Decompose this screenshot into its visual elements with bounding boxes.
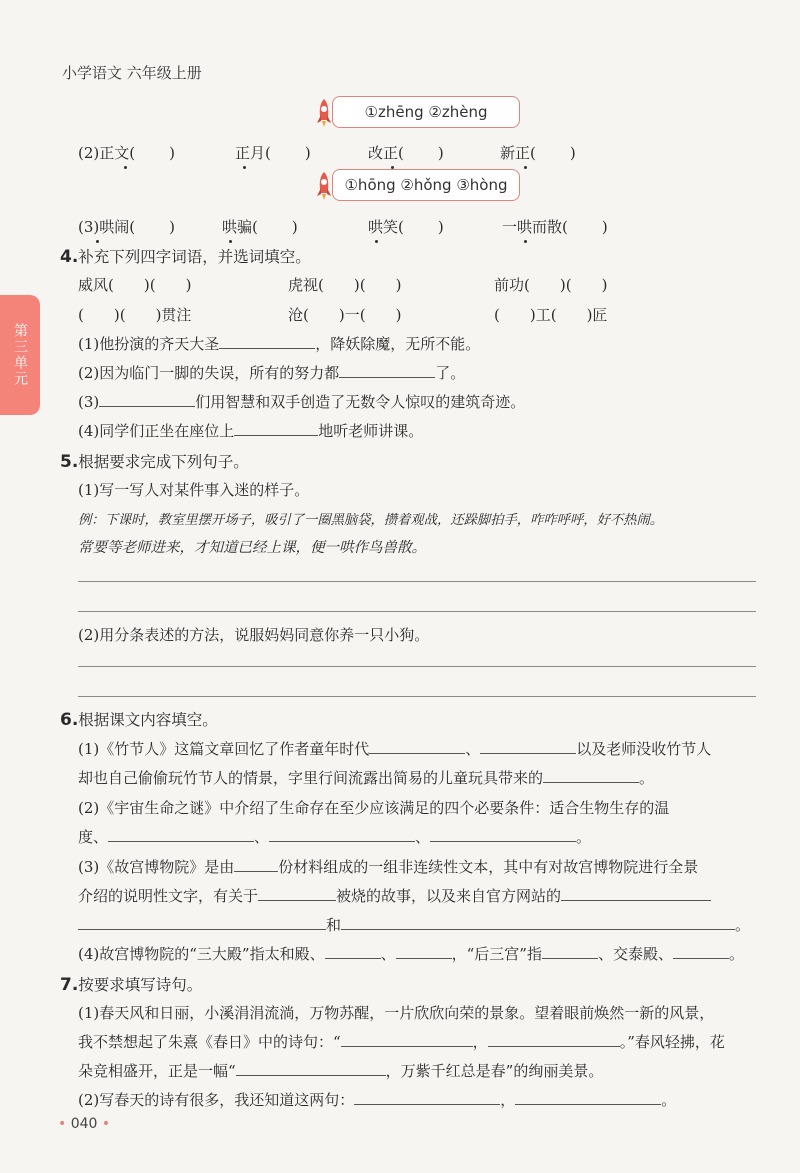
idiom-weifeng: 威风( )( ) [78, 276, 192, 294]
idiom-gongjiang: ( )工( )匠 [494, 306, 608, 324]
page-header: 小学语文 六年级上册 [62, 64, 202, 82]
emphasis-dot [524, 166, 527, 169]
pinyin-options-a: ①zhēng ②zhèng [332, 96, 520, 128]
answer-blank[interactable] [341, 915, 735, 930]
answer-blank[interactable] [234, 421, 318, 436]
q3-row2 [78, 142, 175, 163]
q6-item-3-line-1: (3)《故宫博物院》是由 份材料组成的一组非连续性文本，其中有对故宫博物院进行全景 [78, 858, 699, 876]
page-number: • 040 • [58, 1116, 111, 1132]
answer-blank[interactable] [258, 886, 336, 901]
q7-item-1-line-2: 我不禁想起了朱熹《春日》中的诗句：“ ， 。”春风轻拂，花 [78, 1033, 725, 1051]
idiom-qiangong: 前功( )( ) [494, 276, 608, 294]
answer-blank[interactable] [488, 1032, 620, 1047]
answer-line[interactable] [78, 696, 756, 697]
answer-line[interactable] [78, 581, 756, 582]
answer-blank[interactable] [341, 1032, 473, 1047]
item-yihongersan: 一哄而散( ) [502, 218, 608, 236]
q5-prompt-1: (1)写一写人对某件事入迷的样子。 [78, 481, 310, 499]
answer-blank[interactable] [543, 768, 639, 783]
pinyin-options-b: ①hōng ②hǒng ③hòng [332, 169, 520, 201]
item-zhengyue: 正月( ) [235, 144, 311, 162]
item-xinzheng: 新正( ) [500, 144, 576, 162]
item-hongpian: 哄骗( ) [222, 218, 298, 236]
answer-blank[interactable] [339, 363, 435, 378]
emphasis-dot [124, 166, 127, 169]
answer-blank[interactable] [108, 827, 254, 842]
answer-line[interactable] [78, 611, 756, 612]
answer-blank[interactable] [480, 739, 576, 754]
answer-blank[interactable] [561, 886, 711, 901]
q6-item-2-line-1: (2)《宇宙生命之谜》中介绍了生命存在至少应该满足的四个必要条件：适合生物生存的温 [78, 799, 670, 817]
emphasis-dot [96, 240, 99, 243]
q5-prompt-2: (2)用分条表述的方法，说服妈妈同意你养一只小狗。 [78, 626, 430, 644]
q6-item-1-line-2: 却也自己偷偷玩竹节人的情景，字里行间流露出简易的儿童玩具带来的 。 [78, 769, 655, 787]
emphasis-dot [375, 240, 378, 243]
emphasis-dot [229, 240, 232, 243]
answer-blank[interactable] [515, 1090, 661, 1105]
q6-item-4: (4)故宫博物院的“三大殿”指太和殿、 、 ，“后三宫”指 、交泰殿、 。 [78, 945, 744, 963]
unit-tab: 第三单元 [0, 295, 40, 415]
item-gaizheng: 改正( ) [368, 144, 444, 162]
answer-blank[interactable] [430, 827, 576, 842]
idiom-hushi: 虎视( )( ) [288, 276, 402, 294]
idiom-guanzhu: ( )( )贯注 [78, 306, 192, 324]
answer-blank[interactable] [236, 1061, 386, 1076]
answer-blank[interactable] [99, 392, 195, 407]
rocket-icon [314, 98, 334, 128]
answer-blank[interactable] [369, 739, 465, 754]
q7-heading: 7.按要求填写诗句。 [60, 975, 203, 995]
answer-line[interactable] [78, 666, 756, 667]
emphasis-dot [524, 240, 527, 243]
item-hongnao: (3)哄闹( ) [78, 218, 175, 236]
answer-blank[interactable] [219, 334, 315, 349]
q4-sentence-4: (4)同学们正坐在座位上 地听老师讲课。 [78, 422, 424, 440]
q6-item-1-line-1: (1)《竹节人》这篇文章回忆了作者童年时代 、 以及老师没收竹节人 [78, 740, 712, 758]
answer-blank[interactable] [78, 915, 326, 930]
answer-blank[interactable] [269, 827, 415, 842]
q6-item-3-line-3: 和 。 [78, 914, 750, 935]
answer-blank[interactable] [354, 1090, 500, 1105]
q7-item-1-line-1: (1)春天风和日丽，小溪涓涓流淌，万物苏醒，一片欣欣向荣的景象。望着眼前焕然一新的风景， [78, 1004, 715, 1022]
q7-item-2: (2)写春天的诗有很多，我还知道这两句： ， 。 [78, 1091, 677, 1109]
q4-sentence-3: (3) 们用智慧和双手创造了无数令人惊叹的建筑奇迹。 [78, 393, 526, 411]
answer-blank[interactable] [673, 944, 729, 959]
q6-item-3-line-2: 介绍的说明性文字，有关于 被烧的故事，以及来自官方网站的 [78, 885, 711, 906]
q6-heading: 6.根据课文内容填空。 [60, 710, 218, 730]
q6-item-2-line-2: 度、 、 、 。 [78, 828, 592, 846]
q4-sentence-1: (1)他扮演的齐天大圣 ，降妖除魔，无所不能。 [78, 335, 481, 353]
q4-heading: 4.补充下列四字词语，并选词填空。 [60, 247, 311, 267]
q5-heading: 5.根据要求完成下列句子。 [60, 452, 249, 472]
answer-blank[interactable] [542, 944, 598, 959]
rocket-icon [314, 171, 334, 201]
item-hongxiao: 哄笑( ) [368, 218, 444, 236]
answer-blank[interactable] [325, 944, 381, 959]
idiom-cang: 沧( )一( ) [288, 306, 402, 324]
answer-blank[interactable] [234, 857, 278, 872]
q5-example-line-1: 例：下课时，教室里摆开场子，吸引了一圈黑脑袋，攒着观战，还跺脚拍手，咋咋呼呼，好不热闹。 [78, 513, 664, 528]
q5-example-line-2: 常要等老师进来，才知道已经上课，便一哄作鸟兽散。 [78, 540, 426, 556]
answer-blank[interactable] [396, 944, 452, 959]
q4-sentence-2: (2)因为临门一脚的失误，所有的努力都 了。 [78, 364, 466, 382]
item-zhengwen: (2)正文( ) [78, 144, 175, 162]
emphasis-dot [243, 166, 246, 169]
q7-item-1-line-3: 朵竞相盛开，正是一幅“ ，万紫千红总是春”的绚丽美景。 [78, 1062, 604, 1080]
